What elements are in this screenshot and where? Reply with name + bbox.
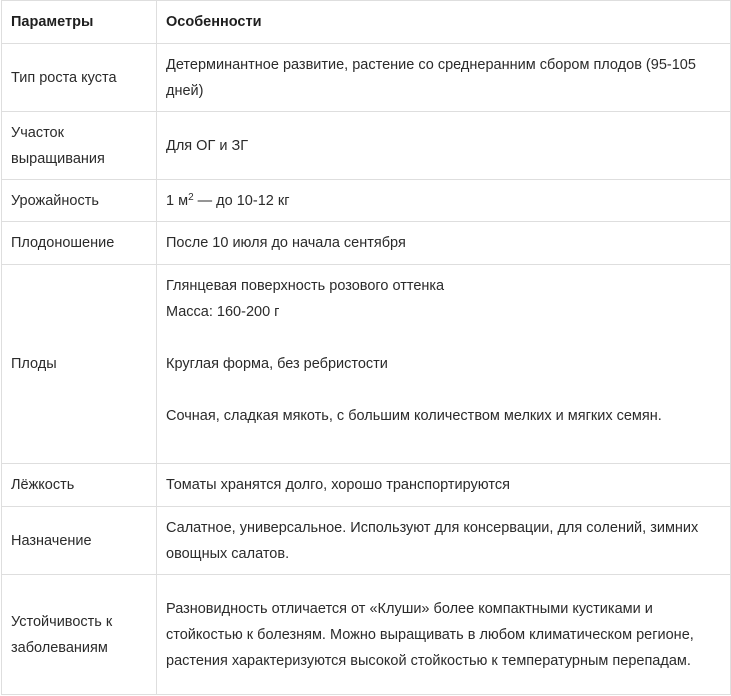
yield-prefix: 1 м — [166, 192, 189, 209]
param-cell: Урожайность — [2, 180, 157, 222]
param-cell: Назначение — [2, 507, 157, 575]
param-cell: Тип роста куста — [2, 44, 157, 112]
table-row — [2, 44, 731, 112]
param-cell: Плодоношение — [2, 222, 157, 265]
fruit-line: Сочная, сладкая мякоть, с большим количеством мелких и мягких семян. — [166, 408, 662, 424]
table-row — [2, 180, 731, 222]
fruit-line: Масса: 160-200 г — [166, 304, 280, 320]
param-cell: Устойчивость к заболеваниям — [2, 575, 157, 695]
value-cell: Салатное, универсальное. Используют для консервации, для солений, зимних овощных салатов. — [157, 507, 731, 575]
table-row — [2, 507, 731, 575]
fruit-line: Глянцевая поверхность розового оттенка — [166, 278, 445, 294]
param-cell: Участок выращивания — [2, 112, 157, 180]
table-row — [2, 575, 731, 695]
value-cell: Разновидность отличается от «Клуши» более компактными кустиками и стойкостью к болезням. Можно выращивать в любом климатическом регионе, растения характеризуются высокой стойкостью к температурным перепадам. — [157, 575, 731, 695]
value-cell — [157, 180, 731, 222]
table-header-row — [2, 1, 731, 44]
table-row — [2, 222, 731, 265]
value-cell: Томаты хранятся долго, хорошо транспортируются — [157, 464, 731, 507]
param-cell: Плоды — [2, 265, 157, 464]
fruit-line: Круглая форма, без ребристости — [166, 356, 388, 372]
yield-superscript: 2 — [188, 191, 194, 203]
header-parameters: Параметры — [2, 1, 157, 44]
value-cell: Детерминантное развитие, растение со среднеранним сбором плодов (95-105 дней) — [157, 44, 731, 112]
table-row — [2, 112, 731, 180]
table-row — [2, 464, 731, 507]
value-cell: Для ОГ и ЗГ — [157, 112, 731, 180]
yield-suffix: — до 10-12 кг — [193, 192, 290, 209]
value-cell — [157, 265, 731, 464]
header-features: Особенности — [157, 1, 731, 44]
characteristics-table — [1, 0, 731, 695]
value-cell: После 10 июля до начала сентября — [157, 222, 731, 265]
table-row — [2, 265, 731, 464]
param-cell: Лёжкость — [2, 464, 157, 507]
